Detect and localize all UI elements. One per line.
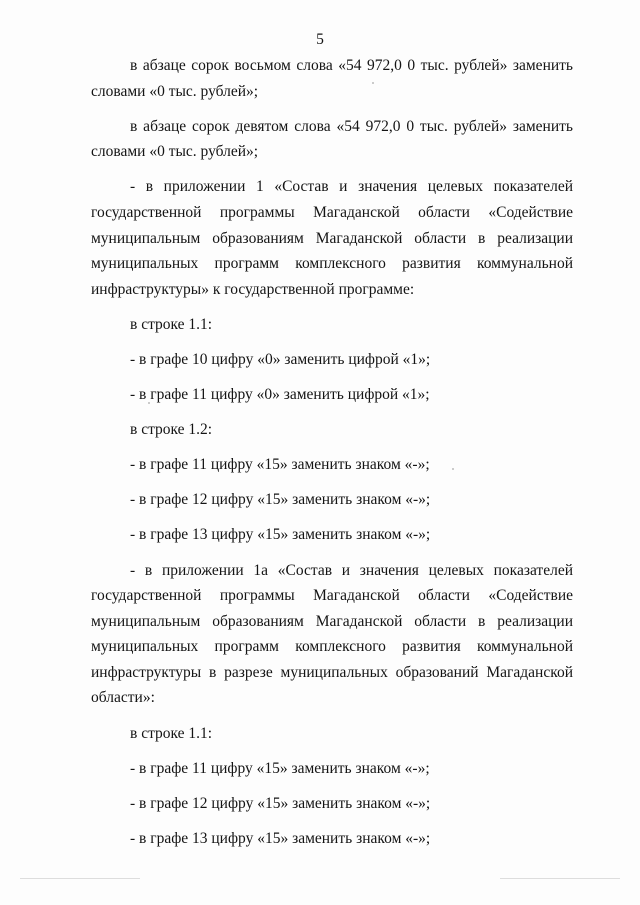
scan-edge-line xyxy=(20,878,140,879)
paragraph: - в графе 12 цифру «15» заменить знаком «-»; xyxy=(130,491,431,509)
paragraph: - в приложении 1а «Состав и значения целевых показателей государственной программы Магаданской области «Содействие муниципальным образованиям Магаданской области в реализации муниципальных программ комплексного развития коммунальной инфраструктуры в разрезе муниципальных образований Магаданской области»: xyxy=(91,561,573,707)
paragraph: в строке 1.2: xyxy=(130,421,213,439)
paragraph: - в графе 11 цифру «15» заменить знаком «-»; xyxy=(130,759,430,777)
paragraph: - в графе 11 цифру «0» заменить цифрой «1»; xyxy=(130,386,430,404)
paragraph: - в графе 10 цифру «0» заменить цифрой «1»; xyxy=(130,350,431,368)
paragraph: - в графе 13 цифру «15» заменить знаком «-»; xyxy=(130,829,431,847)
scan-edge-line xyxy=(500,878,620,879)
paragraph: в абзаце сорок восьмом слова «54 972,0 0 тыс. рублей» заменить словами «0 тыс. рублей»; xyxy=(91,57,573,100)
paragraph: - в приложении 1 «Состав и значения целевых показателей государственной программы Магаданской области «Содействие муниципальным образованиям Магаданской области в реализации муниципальных программ комплексного развития коммунальной инфраструктуры» к государственной программе: xyxy=(91,178,573,298)
paragraph: - в графе 11 цифру «15» заменить знаком «-»; xyxy=(130,456,430,474)
paragraph: в строке 1.1: xyxy=(130,315,213,333)
paragraph: - в графе 12 цифру «15» заменить знаком «-»; xyxy=(130,794,431,812)
paragraph: в строке 1.1: xyxy=(130,724,213,742)
paragraph: - в графе 13 цифру «15» заменить знаком «-»; xyxy=(130,526,431,544)
document-body xyxy=(91,53,573,861)
paragraph: в абзаце сорок девятом слова «54 972,0 0 тыс. рублей» заменить словами «0 тыс. рублей»; xyxy=(91,117,573,161)
page-number: 5 xyxy=(316,31,324,48)
